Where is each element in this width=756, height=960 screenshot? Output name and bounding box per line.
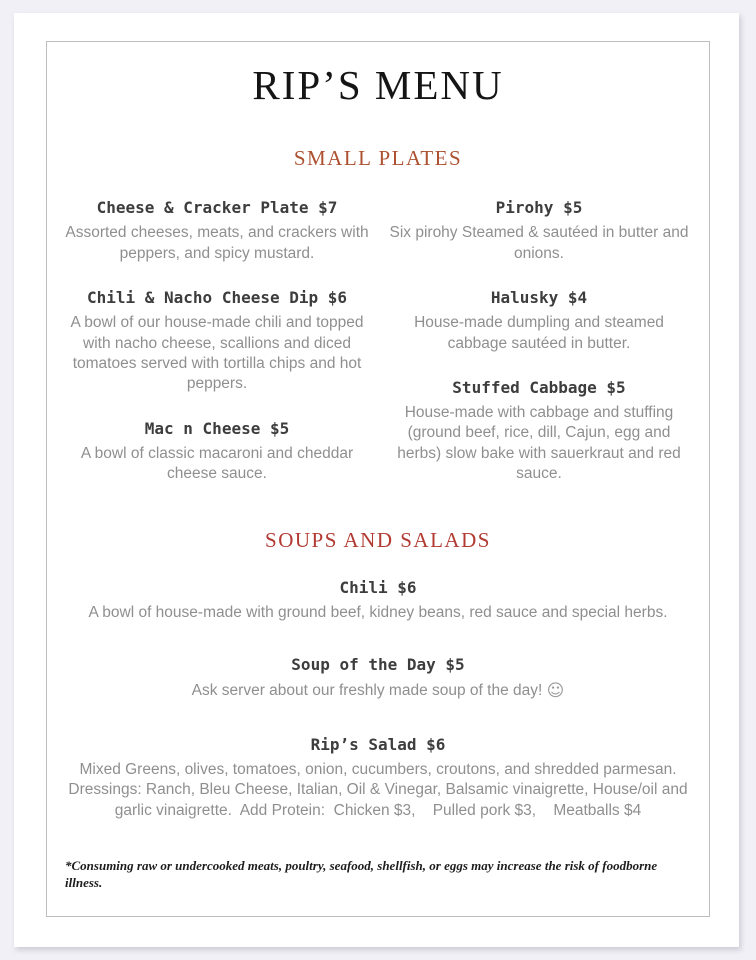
section-heading-soups-and-salads: SOUPS AND SALADS [265, 527, 491, 552]
menu-item-mac-n-cheese [63, 419, 371, 485]
menu-item-description: Assorted cheeses, meats, and crackers with peppers, and spicy mustard. [65, 224, 369, 262]
menu-item-name: Soup of the Day $5 [291, 655, 465, 675]
menu-item-chili [63, 578, 693, 623]
menu-item-description: A bowl of our house-made chili and topped with nacho cheese, scallions and diced tomatoes served with tortilla chips and hot peppers. [70, 314, 364, 393]
menu-item-name: Chili $6 [339, 577, 417, 597]
menu-item-name: Chili & Nacho Cheese Dip $6 [86, 288, 348, 308]
smiley-icon: ☺ [546, 681, 565, 702]
menu-item-description: Mixed Greens, olives, tomatoes, onion, cucumbers, croutons, and shredded parmesan. Dressings: Ranch, Bleu Cheese, Italian, Oil & Vinegar, Balsamic vinaigrette, House/oil and garlic vinaigrette. Add Protein: Chicken $3, Pulled pork $3, Meatballs $4 [68, 760, 688, 819]
consumer-advisory-footnote: *Consuming raw or undercooked meats, poultry, seafood, shellfish, or eggs may increase the risk of foodborne illness. [65, 858, 658, 891]
menu-item-halusky [385, 288, 693, 354]
menu-item-pirohy [385, 198, 693, 264]
menu-title: RIP’S MENU [252, 62, 504, 108]
menu-item-name: Cheese & Cracker Plate $7 [96, 198, 338, 218]
menu-item-name: Stuffed Cabbage $5 [452, 377, 626, 397]
menu-item-soup-of-the-day [63, 655, 693, 702]
menu-page [14, 13, 739, 947]
menu-item-description: House-made with cabbage and stuffing (ground beef, rice, dill, Cajun, egg and herbs) slow bake with sauerkraut and red sauce. [397, 403, 681, 483]
menu-item-rips-salad [63, 735, 693, 821]
menu-item-description: A bowl of classic macaroni and cheddar cheese sauce. [80, 444, 354, 483]
menu-border-frame [46, 41, 710, 917]
menu-item-cheese-cracker-plate [63, 198, 371, 264]
small-plates-left-column [63, 198, 371, 509]
small-plates-right-column [385, 198, 693, 509]
section-heading-small-plates: SMALL PLATES [293, 146, 463, 171]
menu-item-name: Mac n Cheese $5 [144, 418, 290, 438]
menu-item-description: House-made dumpling and steamed cabbage sautéed in butter. [414, 314, 664, 352]
menu-item-name: Rip’s Salad $6 [310, 734, 446, 754]
menu-item-name: Pirohy $5 [495, 198, 583, 218]
small-plates-columns [63, 198, 693, 509]
menu-item-description: A bowl of house-made with ground beef, kidney beans, red sauce and special herbs. [88, 603, 668, 621]
menu-item-description: Six pirohy Steamed & sautéed in butter and onions. [389, 224, 689, 262]
menu-item-chili-nacho-cheese-dip [63, 288, 371, 395]
menu-item-description-text: Ask server about our freshly made soup of the day! [191, 682, 543, 700]
menu-item-description [63, 680, 693, 702]
menu-item-name: Halusky $4 [490, 288, 588, 308]
menu-item-stuffed-cabbage [385, 378, 693, 485]
